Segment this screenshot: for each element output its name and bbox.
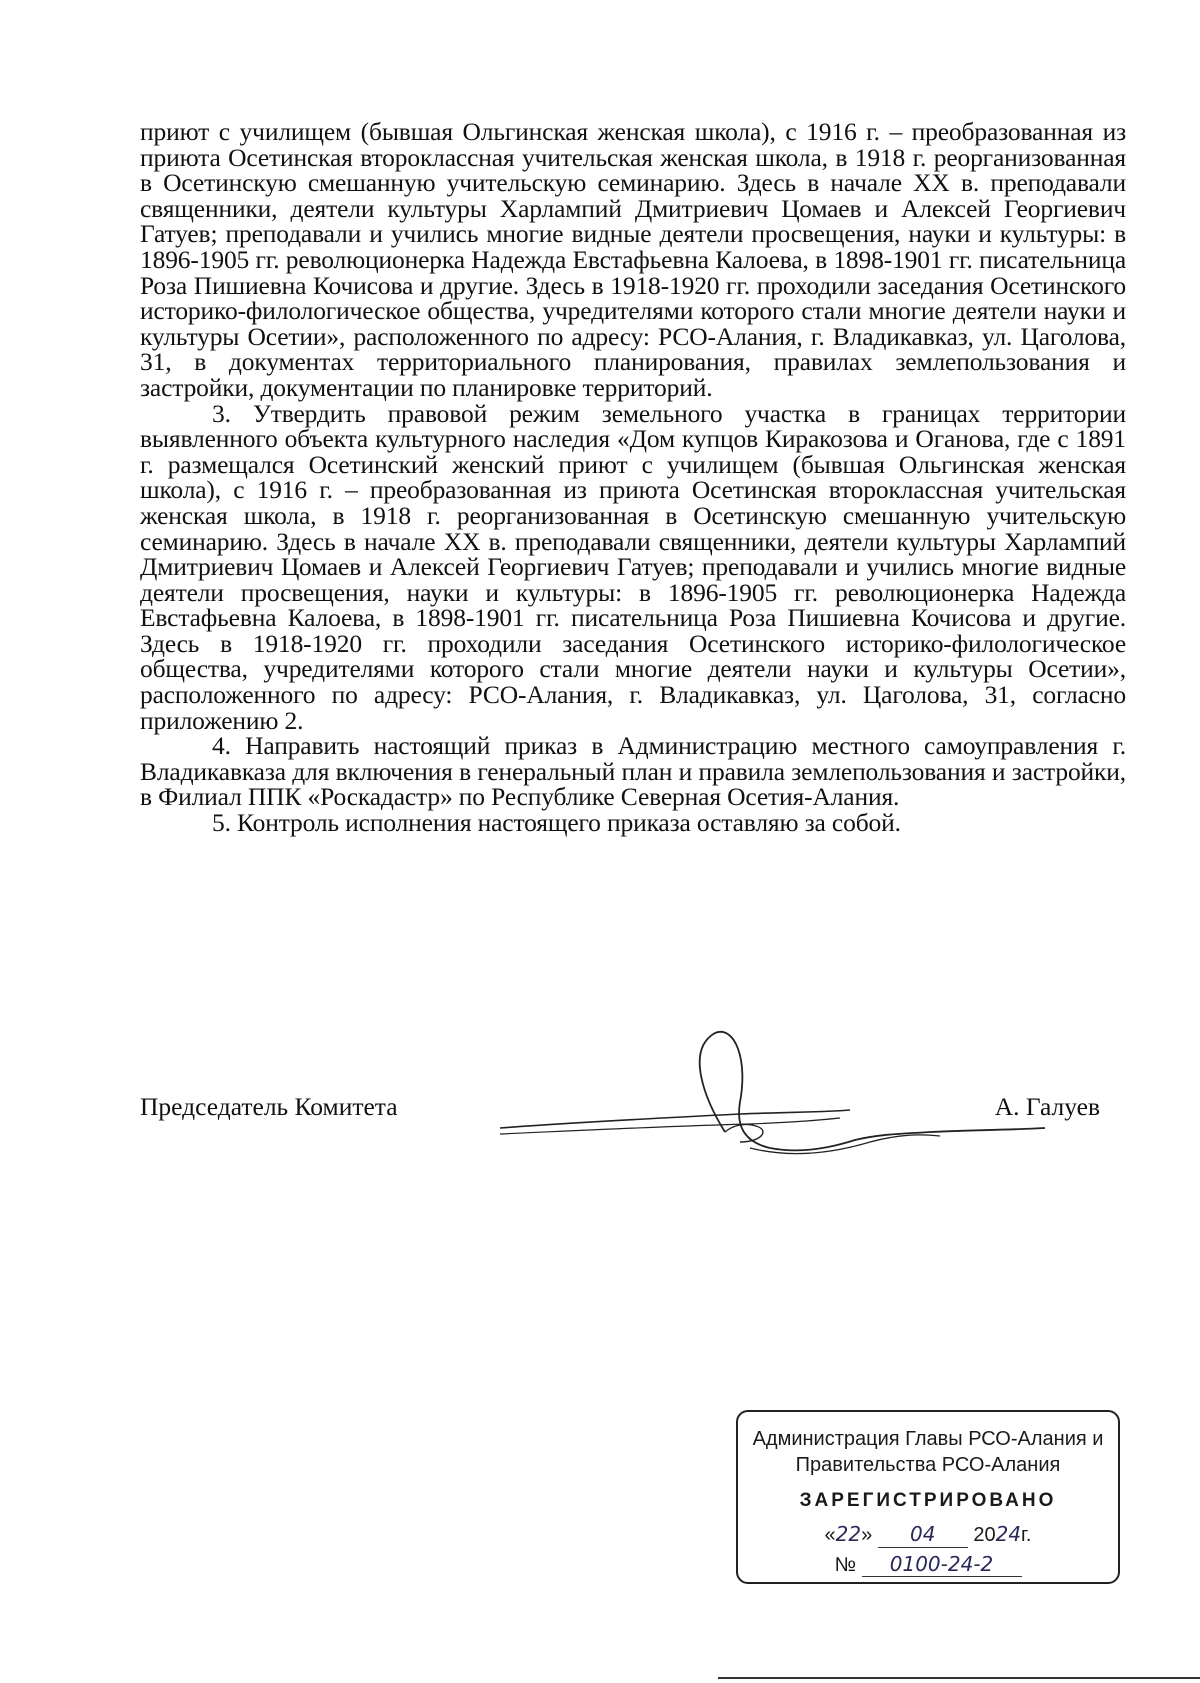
signatory-name: А. Галуев — [994, 1092, 1100, 1121]
stamp-year-prefix: 20 — [973, 1524, 996, 1546]
document-body — [140, 119, 1126, 836]
paragraph-item-4: 4. Направить настоящий приказ в Администрацию местного самоуправления г. Владикавказа для включения в генеральный план и правила землепользования и застройки, в Филиал ППК «Роскадастр» по Республике Северная Осетия-Алания. — [140, 731, 1126, 812]
stamp-day: 22 — [835, 1522, 862, 1546]
paragraph-continuation: приют с училищем (бывшая Ольгинская женская школа), с 1916 г. – преобразованная из приюта Осетинская второклассная учительская женская школа, в 1918 г. реорганизованная в Осетинскую смешанную учительскую семинарию. Здесь в начале XX в. преподавали священники, деятели культуры Харлампий Дмитриевич Цомаев и Алексей Георгиевич Гатуев; преподавали и учились многие видные деятели просвещения, науки и культуры: в 1896-1905 гг. революционерка Надежда Евстафьевна Калоева, в 1898-1901 гг. писательница Роза Пишиевна Кочисова и другие. Здесь в 1918-1920 гг. проходили заседания Осетинского историко-филологическое общества, учредителями которого стали многие деятели науки и культуры Осетии», расположенного по адресу: РСО-Алания, г. Владикавказ, ул. Цаголова, 31, в документах территориального планирования, правилах землепользования и застройки, документации по планировке территорий. — [140, 117, 1126, 402]
stamp-year-unit: г. — [1021, 1524, 1032, 1546]
stamp-org-line-1: Администрация Главы РСО-Алания и — [752, 1428, 1104, 1450]
stamp-registered-label: ЗАРЕГИСТРИРОВАНО — [799, 1490, 1057, 1511]
stamp-number: 0100-24-2 — [862, 1552, 1022, 1577]
stamp-number-label: № — [834, 1554, 856, 1576]
paragraph-item-3: 3. Утвердить правовой режим земельного участка в границах территории выявленного объекта культурного наследия «Дом купцов Киракозова и Оганова, где с 1891 г. размещался Осетинский женский приют с училищем (бывшая Ольгинская женская школа), с 1916 г. – преобразованная из приюта Осетинская второклассная учительская женская школа, в 1918 г. реорганизованная в Осетинскую смешанную учительскую семинарию. Здесь в начале XX в. преподавали священники, деятели культуры Харлампий Дмитриевич Цомаев и Алексей Георгиевич Гатуев; преподавали и учились многие видные деятели просвещения, науки и культуры: в 1896-1905 гг. революционерка Надежда Евстафьевна Калоева, в 1898-1901 гг. писательница Роза Пишиевна Кочисова и другие. Здесь в 1918-1920 гг. проходили заседания Осетинского историко-филологическое общества, учредителями которого стали многие деятели науки и культуры Осетии», расположенного по адресу: РСО-Алания, г. Владикавказ, ул. Цаголова, 31, согласно приложению 2. — [140, 398, 1126, 735]
stamp-year-suffix: 24 — [995, 1522, 1022, 1546]
stamp-month: 04 — [910, 1522, 936, 1546]
stamp-date: «22» 04 2024г. — [824, 1522, 1032, 1546]
signatory-title: Председатель Комитета — [140, 1092, 398, 1121]
bottom-divider — [718, 1677, 1200, 1679]
handwritten-signature — [500, 1030, 1060, 1200]
stamp-org-line-2: Правительства РСО-Алания — [795, 1454, 1061, 1476]
stamp-number-row — [738, 1552, 1118, 1577]
paragraph-item-5: 5. Контроль исполнения настоящего приказа оставляю за собой. — [212, 808, 901, 838]
registration-stamp — [736, 1410, 1120, 1584]
